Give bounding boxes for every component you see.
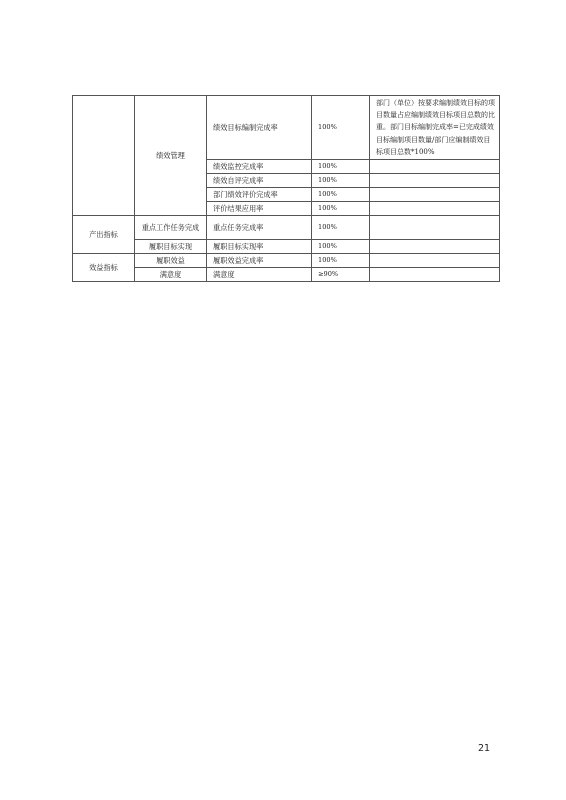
group-label-output: 产出指标 <box>73 216 135 254</box>
indicator-name: 绩效监控完成率 <box>207 160 312 174</box>
indicator-name: 部门绩效评价完成率 <box>207 188 312 202</box>
table-row <box>73 216 500 240</box>
indicator-value: 100% <box>312 216 370 240</box>
indicator-description <box>370 216 500 240</box>
indicator-name: 评价结果应用率 <box>207 202 312 216</box>
sub-indicator: 重点工作任务完成 <box>135 216 207 240</box>
page-number: 21 <box>478 743 491 754</box>
group-label-perf-mgmt: 绩效管理 <box>135 96 207 216</box>
indicator-description <box>370 268 500 282</box>
sub-indicator: 履职目标实现 <box>135 240 207 254</box>
table-row <box>73 268 500 282</box>
indicator-value: 100% <box>312 174 370 188</box>
indicator-name: 满意度 <box>207 268 312 282</box>
indicator-description <box>370 174 500 188</box>
table-row <box>73 254 500 268</box>
indicator-value: 100% <box>312 96 370 160</box>
sub-indicator: 履职效益 <box>135 254 207 268</box>
group-label-benefit: 效益指标 <box>73 254 135 282</box>
indicator-value: 100% <box>312 160 370 174</box>
sub-indicator: 满意度 <box>135 268 207 282</box>
indicator-description <box>370 160 500 174</box>
indicator-description <box>370 254 500 268</box>
indicator-description: 部门（单位）按要求编制绩效目标的项目数量占应编制绩效目标项目总数的比重。部门目标编制完成率=已完成绩效目标编制项目数量/部门应编制绩效目标项目总数*100% <box>370 96 500 160</box>
performance-indicator-table <box>72 95 500 282</box>
indicator-value: 100% <box>312 202 370 216</box>
indicator-value: 100% <box>312 254 370 268</box>
indicator-name: 绩效自评完成率 <box>207 174 312 188</box>
indicator-value: 100% <box>312 240 370 254</box>
indicator-name: 履职效益完成率 <box>207 254 312 268</box>
indicator-description <box>370 240 500 254</box>
indicator-description <box>370 188 500 202</box>
table-cell-empty <box>73 96 135 216</box>
indicator-value: ≥90% <box>312 268 370 282</box>
indicator-name: 绩效目标编制完成率 <box>207 96 312 160</box>
table-row <box>73 240 500 254</box>
indicator-description <box>370 202 500 216</box>
indicator-name: 履职目标实现率 <box>207 240 312 254</box>
indicator-name: 重点任务完成率 <box>207 216 312 240</box>
indicator-value: 100% <box>312 188 370 202</box>
table-row <box>73 96 500 160</box>
